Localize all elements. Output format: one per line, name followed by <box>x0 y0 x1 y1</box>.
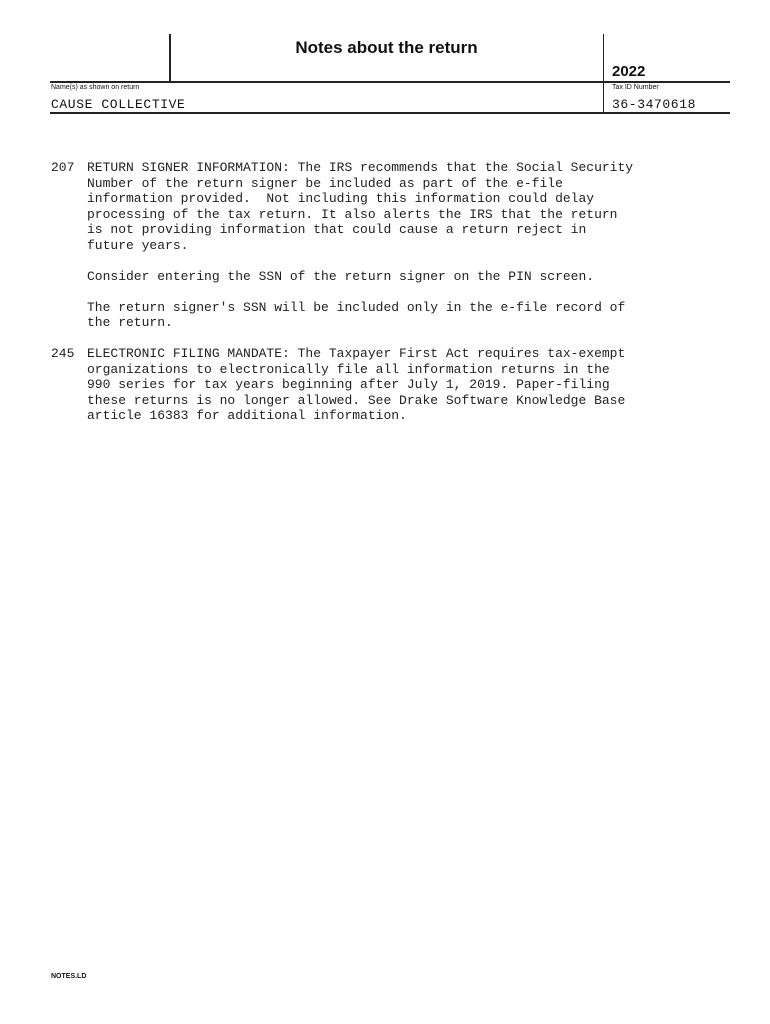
note-paragraph: RETURN SIGNER INFORMATION: The IRS recommends that the Social Security Number of the return signer be included as part of the e-file information provided. Not including this information could delay processing of the tax return. It also alerts the IRS that the return is not providing information that could cause a return reject in future years. <box>87 160 634 253</box>
note-paragraph: The return signer's SSN will be included only in the e-file record of the return. <box>87 299 626 330</box>
header-rule-bottom <box>50 112 730 114</box>
page-title: Notes about the return <box>295 38 478 57</box>
note-paragraph: ELECTRONIC FILING MANDATE: The Taxpayer First Act requires tax-exempt organizations to electronically file all information returns in the 990 series for tax years beginning after July 1, 2019. Paper-filing these returns is no longer allowed. See Drake Software Knowledge Base article 16383 for additional information. <box>87 346 626 423</box>
notes-list <box>51 160 741 424</box>
note-number: 245 <box>51 346 75 361</box>
name-label: Name(s) as shown on return <box>51 84 140 91</box>
note-body <box>87 346 741 424</box>
note-body <box>87 160 741 346</box>
taxid-value: 36-3470618 <box>612 97 697 112</box>
taxid-label: Tax ID Number <box>612 84 659 91</box>
note-item <box>51 160 741 346</box>
tax-year: 2022 <box>612 63 646 80</box>
note-item <box>51 346 741 424</box>
header-rule-top <box>50 81 730 83</box>
form-code: NOTES.LD <box>51 973 87 980</box>
name-value: CAUSE COLLECTIVE <box>51 97 186 112</box>
note-paragraph: Consider entering the SSN of the return signer on the PIN screen. <box>87 268 595 284</box>
header-divider-right <box>603 34 604 112</box>
note-number: 207 <box>51 160 75 175</box>
